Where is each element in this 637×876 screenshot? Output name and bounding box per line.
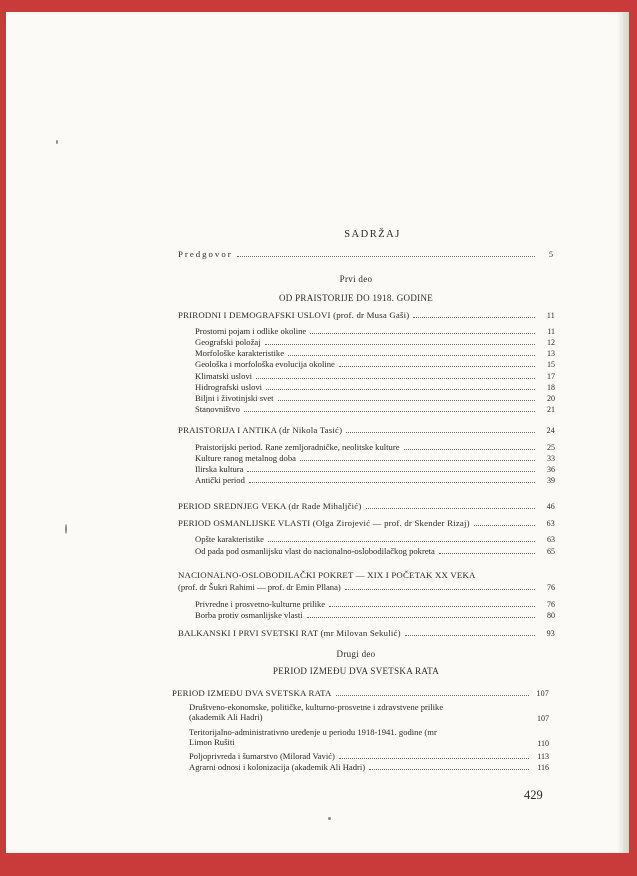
toc-section — [178, 310, 555, 321]
toc-item — [189, 702, 549, 724]
paper-speck — [56, 140, 58, 144]
leader-dots — [300, 454, 535, 461]
item-label-line2: Limon Rušiti — [189, 737, 235, 747]
leader-dots — [339, 752, 529, 759]
section-label: PRIRODNI I DEMOGRAFSKI USLOVI (prof. dr Musa Gaši) — [178, 310, 410, 320]
item-label: Biljni i životinjski svet — [195, 393, 274, 403]
leader-dots — [329, 600, 535, 607]
item-label: Privredne i prosvetno-kulturne prilike — [195, 599, 326, 609]
leader-dots — [307, 611, 535, 618]
toc-item — [195, 546, 555, 557]
item-page: 116 — [537, 763, 549, 772]
leader-dots — [247, 465, 535, 472]
leader-dots — [268, 535, 535, 542]
item-page: 13 — [547, 349, 555, 358]
toc-item — [189, 751, 549, 762]
toc-item — [195, 534, 555, 545]
toc-item — [195, 442, 555, 453]
section-page: 93 — [546, 629, 555, 638]
leader-dots — [369, 763, 529, 770]
leader-dots — [404, 443, 535, 450]
item-page: 33 — [547, 454, 555, 463]
item-page: 63 — [547, 535, 555, 544]
leader-dots — [265, 338, 535, 345]
leader-dots — [439, 547, 535, 554]
item-page: 11 — [547, 327, 555, 336]
item-page: 113 — [537, 752, 549, 761]
item-page: 65 — [547, 547, 555, 556]
item-page: 17 — [547, 372, 555, 381]
item-label: Geološka i morfološka evolucija okoline — [195, 359, 335, 369]
leader-dots — [249, 476, 535, 483]
toc-item — [195, 453, 555, 464]
item-label: Geografski položaj — [195, 337, 261, 347]
item-label: Agrarni odnosi i kolonizacija (akademik Ali Hadri) — [189, 762, 366, 772]
item-label: Praistorijski period. Rane zemljoradničke, neolitske kulture — [195, 442, 400, 452]
item-label: Morfološke karakteristike — [195, 348, 285, 358]
item-page: 25 — [547, 443, 555, 452]
section-page: 76 — [547, 583, 555, 592]
item-page: 12 — [547, 338, 555, 347]
book-page — [6, 12, 623, 853]
entry-label: Predgovor — [178, 249, 233, 259]
leader-dots — [266, 383, 535, 390]
toc-section — [178, 425, 555, 436]
toc-section-line1 — [178, 570, 555, 581]
item-label: Od pada pod osmanlijsku vlast do nacionalno-oslobodilačkog pokreta — [195, 546, 435, 556]
toc-item — [195, 464, 555, 475]
item-page: 110 — [537, 739, 549, 748]
item-page: 21 — [547, 405, 555, 414]
leader-dots — [278, 394, 535, 401]
page-number: 429 — [524, 788, 543, 802]
table-of-contents — [6, 12, 623, 853]
leader-dots — [345, 583, 535, 590]
toc-item — [189, 762, 549, 773]
toc-item — [195, 348, 555, 359]
section-label: PERIOD OSMANLIJSKE VLASTI (Olga Zirojević — prof. dr Skender Rizaj) — [178, 518, 470, 528]
item-label-line2: (akademik Ali Hadri) — [189, 712, 263, 722]
item-label-line1: Teritorijalno-administrativno uređenje u periodu 1918-1941. godine (mr — [189, 727, 437, 737]
leader-dots — [256, 372, 535, 379]
section-label: BALKANSKI I PRVI SVETSKI RAT (mr Milovan Sekulić) — [178, 628, 401, 638]
item-page: 80 — [547, 611, 555, 620]
toc-section — [178, 501, 555, 512]
part-heading: OD PRAISTORIJE DO 1918. GODINE — [278, 293, 434, 303]
item-label: Poljoprivreda i šumarstvo (Milorad Vavić) — [189, 751, 335, 761]
leader-dots — [405, 629, 535, 636]
item-label: Stanovništvo — [195, 404, 240, 414]
section-page: 107 — [536, 689, 549, 698]
leader-dots — [339, 360, 535, 367]
entry-page: 5 — [549, 250, 555, 259]
item-label: Kulture ranog metalnog doba — [195, 453, 296, 463]
toc-item — [195, 610, 555, 621]
leader-dots — [336, 689, 529, 696]
section-label: PRAISTORIJA I ANTIKA (dr Nikola Tasić) — [178, 425, 343, 435]
item-page: 18 — [547, 383, 555, 392]
item-label: Opšte karakteristike — [195, 534, 264, 544]
section-page: 24 — [546, 426, 555, 435]
toc-item — [195, 599, 555, 610]
leader-dots — [310, 327, 535, 334]
part-label: Prvi deo — [339, 274, 373, 284]
section-label: PERIOD IZMEĐU DVA SVETSKA RATA — [172, 688, 332, 698]
section-page: 63 — [546, 519, 555, 528]
item-page: 20 — [547, 394, 555, 403]
toc-item — [189, 727, 549, 749]
paper-speck — [65, 524, 67, 534]
item-label-line1: Društveno-ekonomske, političke, kulturno-prosvetne i zdravstvene prilike — [189, 702, 444, 712]
item-page: 107 — [537, 714, 549, 723]
leader-dots — [237, 250, 535, 257]
item-label: Hidrografski uslovi — [195, 382, 263, 392]
item-label: Prostorni pojam i odlike okoline — [195, 326, 307, 336]
leader-dots — [288, 349, 535, 356]
toc-item — [195, 359, 555, 370]
toc-item — [195, 326, 555, 337]
part-heading: PERIOD IZMEĐU DVA SVETSKA RATA — [272, 666, 440, 676]
toc-item — [195, 475, 555, 486]
leader-dots — [366, 502, 535, 509]
toc-section — [178, 518, 555, 529]
leader-dots — [413, 311, 535, 318]
toc-item — [195, 382, 555, 393]
toc-section — [172, 688, 549, 699]
toc-section — [178, 628, 555, 639]
toc-section-line2 — [178, 582, 555, 593]
item-label: Antički period — [195, 475, 245, 485]
section-label: PERIOD SREDNJEG VEKA (dr Rade Mihaljčić) — [178, 501, 362, 511]
leader-dots — [474, 519, 535, 526]
item-page: 39 — [547, 476, 555, 485]
item-page: 15 — [547, 360, 555, 369]
paper-speck — [328, 817, 331, 820]
item-label: Borba protiv osmanlijske vlasti — [195, 610, 303, 620]
leader-dots — [244, 405, 535, 412]
item-label: Ilirska kultura — [195, 464, 244, 474]
toc-item — [195, 393, 555, 404]
toc-item — [195, 337, 555, 348]
part-label: Drugi deo — [336, 649, 376, 659]
item-page: 76 — [547, 600, 555, 609]
section-page: 11 — [546, 311, 555, 320]
section-page: 46 — [546, 502, 555, 511]
item-page: 36 — [547, 465, 555, 474]
toc-entry-preface — [178, 249, 555, 260]
item-label: Klimatski uslovi — [195, 371, 253, 381]
section-authors: (prof. dr Šukri Rahimi — prof. dr Emin Pllana) — [178, 582, 341, 592]
toc-item — [195, 404, 555, 415]
toc-title: SADRŽAJ — [344, 229, 401, 240]
leader-dots — [346, 426, 535, 433]
toc-item — [195, 371, 555, 382]
section-label: NACIONALNO-OSLOBODILAČKI POKRET — XIX I POČETAK XX VEKA — [178, 570, 476, 580]
